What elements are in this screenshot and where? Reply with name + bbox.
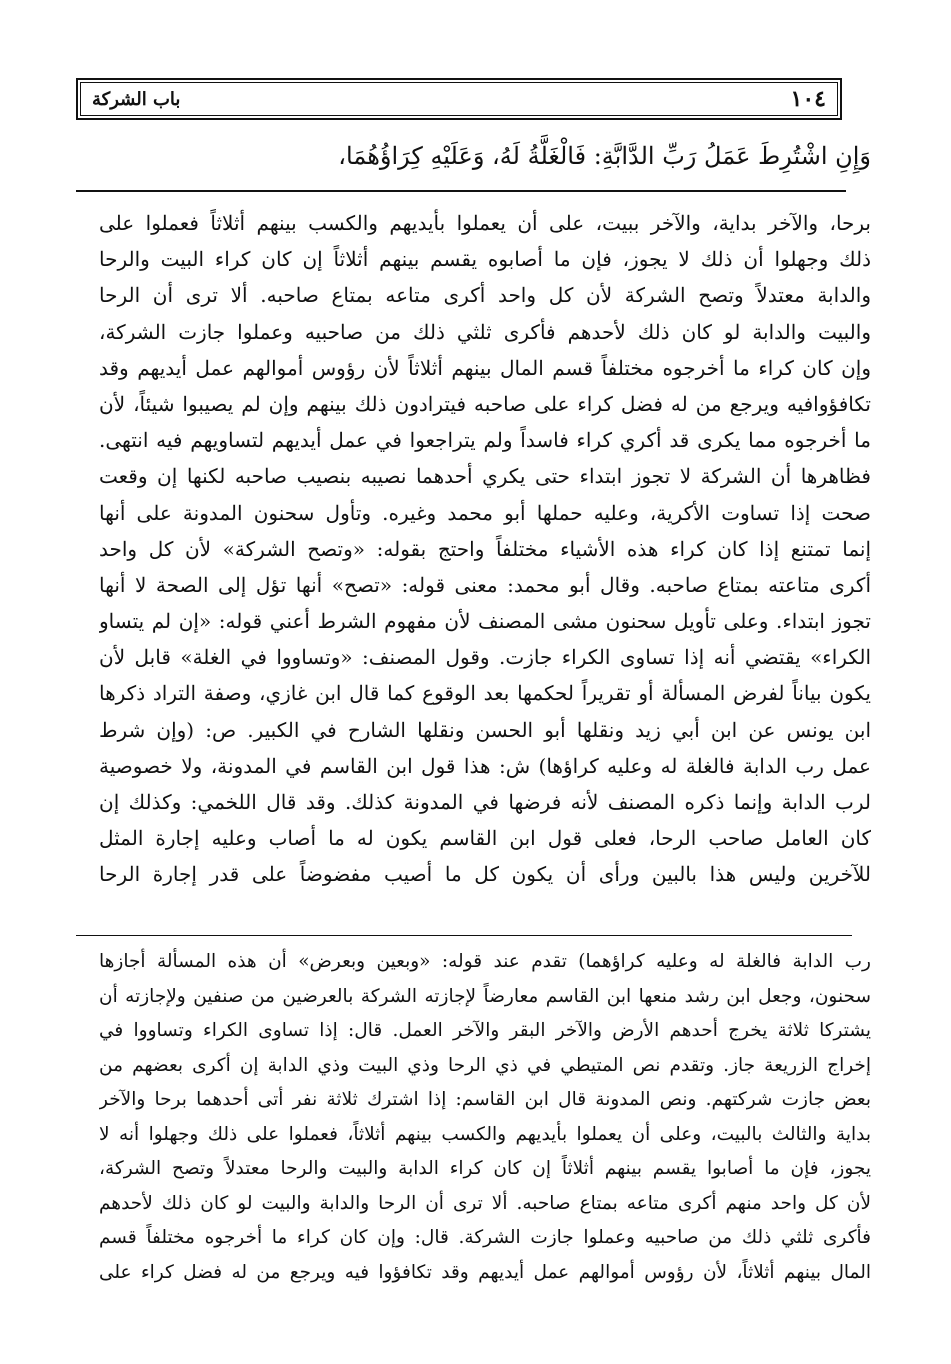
text-line: ابن يونس عن ابن أبي زيد ونقلها أبو الحسن ونقلها الشارح في الكبير. ص: (وإن شرط xyxy=(99,717,871,742)
text-line: ما أخرجوه مما يكرى قد أكري كراء فاسداً ولم يتراجعوا في عمل أيديهم لتساويهم فيه انتهى. xyxy=(99,428,871,453)
footnote-line: سحنون، وجعل ابن رشد منعها ابن القاسم معارضاً لإجازته الشركة بالعرضين من صنفين ولإجازته أن xyxy=(99,985,871,1007)
text-line: تجوز ابتداء. وعلى تأويل سحنون مشى المصنف لأن مفهوم الشرط أعني قوله: «إن لم يتساو xyxy=(99,609,871,634)
text-line: للآخرين وليس هذا بالبين ورأى أن يكون كل ما أصيب مفضوضاً على قدر إجارة الرحا xyxy=(99,862,871,887)
chapter-title: باب الشركة xyxy=(92,89,181,110)
footnote-line: إخراج الزريعة جاز. وتقدم نص المتيطي في ذي الرحا وذي البيت وذي الدابة إن أكرى بعضهم من xyxy=(99,1054,871,1076)
text-line: إنما تمتنع إذا كان كراء هذه الأشياء مختلفاً واحتج بقوله: «وتصح الشركة» لأن كل واحد xyxy=(99,536,871,561)
text-line: فظاهرها أن الشركة لا تجوز ابتداء حتى يكري أحدهما نصيبه بنصيب صاحبه لكنها إن وقعت xyxy=(99,464,871,489)
text-line: يكون بياناً لفرض المسألة أو تقريراً لحكمها بعد الوقوع كما قال ابن غازي، وصفة التراد ذكرها xyxy=(99,681,871,706)
text-line: تكافؤوافيه ويرجع من له فضل كراء على صاحبه فيترادون ذلك بينهم وإن لم يصيبوا شيئاً، لأن xyxy=(99,391,871,416)
footnote-line: بداية والثالث بالبيت، وعلى أن يعملوا بأيديهم والكسب بينهم أثلاثاً، فعملوا على ذلك وجهلوا أنه لا xyxy=(99,1123,871,1145)
footnote-line: يشتركا ثلاثة يخرج أحدهم الأرض والآخر البقر والآخر العمل. قال: إذا تساوى الكراء وتساووا في xyxy=(99,1020,871,1041)
page-number: ١٠٤ xyxy=(790,86,826,112)
running-header xyxy=(76,78,842,120)
text-line: أكرى متاعته بمتاع صاحبه. وقال أبو محمد: معنى قوله: «تصح» أنها تؤل إلى الصحة لا أنها xyxy=(99,572,871,597)
text-line: والدابة معتدلاً وتصح الشركة لأن كل واحد أكرى متاعه بمتاع صاحبه. ألا ترى أن الرحا xyxy=(99,283,871,308)
footnote-commentary xyxy=(99,945,871,1290)
text-line: عمل رب الدابة فالغلة له وعليه كراؤها) ش: هذا قول ابن القاسم في المدونة، ولا خصوصية xyxy=(99,753,871,778)
footnote-line: فأكرى ثلثي ذلك من صاحبيه وعملوا جازت الشركة. قال: وإن كان كراء ما أخرجوه مختلفاً قسم xyxy=(99,1227,871,1248)
matn-line: وَإِنِ اشْتُرِطَ عَمَلُ رَبِّ الدَّابَّةِ: فَالْغَلَّةُ لَهُ، وَعَلَيْهِ كِرَاؤُهُمَا، xyxy=(338,142,871,170)
footnote-separator xyxy=(76,935,852,936)
matn-separator xyxy=(76,190,846,192)
text-line: وإن كان كراء ما أخرجوه مختلفاً قسم المال بينهم أثلاثاً لأن رؤوس أموالهم عمل أيديهم وقد xyxy=(99,355,871,380)
footnote-line: بعض جازت شركتهم. ونص المدونة قال ابن القاسم: إذا اشترك ثلاثة نفر أتى أحدهما برحا والآخر xyxy=(99,1089,871,1110)
text-line: صحت إذا تساوت الأكرية، وعليه حملها أبو محمد وغيره. وتأول سحنون المدونة على أنها xyxy=(99,500,871,525)
text-line: كان العامل صاحب الرحا، فعلى قول ابن القاسم يكون له ما أصاب وعليه إجارة المثل xyxy=(99,826,871,851)
text-line: والبيت والدابة لو كان ذلك لأحدهم فأكرى ثلثي ذلك من صاحبيه وعملوا جازت الشركة، xyxy=(99,319,871,344)
footnote-line: يجوز، فإن ما أصابوا يقسم بينهم أثلاثاً إن كان كراء الدابة والبيت والرحا معتدلاً وتصح الشركة، xyxy=(99,1158,871,1179)
text-line: ذلك وجهلوا أن ذلك لا يجوز، فإن ما أصابوه يقسم بينهم أثلاثاً إن كان كراء البيت والرحا xyxy=(99,247,871,272)
text-line: الكراء» يقتضي أنه إذا تساوى الكراء جازت. وقول المصنف: «وتساووا في الغلة» قابل لأن xyxy=(99,645,871,670)
text-line: لرب الدابة وإنما ذكره المصنف لأنه فرضها في المدونة كذلك. وقد قال اللخمي: وكذلك إن xyxy=(99,790,871,814)
text-line: برحا، والآخر بداية، والآخر ببيت، على أن يعملوا بأيديهم والكسب بينهم أثلاثاً فعملوا على xyxy=(99,211,871,235)
footnote-line: رب الدابة فالغلة له وعليه كراؤهما) تقدم عند قوله: «وبعين وبعرض» أن هذه المسألة أجازها xyxy=(99,951,871,972)
footnote-line: المال بينهم أثلاثاً، لأن رؤوس أموالهم عمل أيديهم وقد تكافؤوا فيه ويرجع من له فضل كراء على xyxy=(99,1261,871,1283)
footnote-line: لأن كل واحد منهم أكرى متاعه بمتاع صاحبه. ألا ترى أن الرحا والدابة والبيت لو كان ذلك لأحدهم xyxy=(99,1192,871,1214)
main-commentary xyxy=(99,205,871,893)
